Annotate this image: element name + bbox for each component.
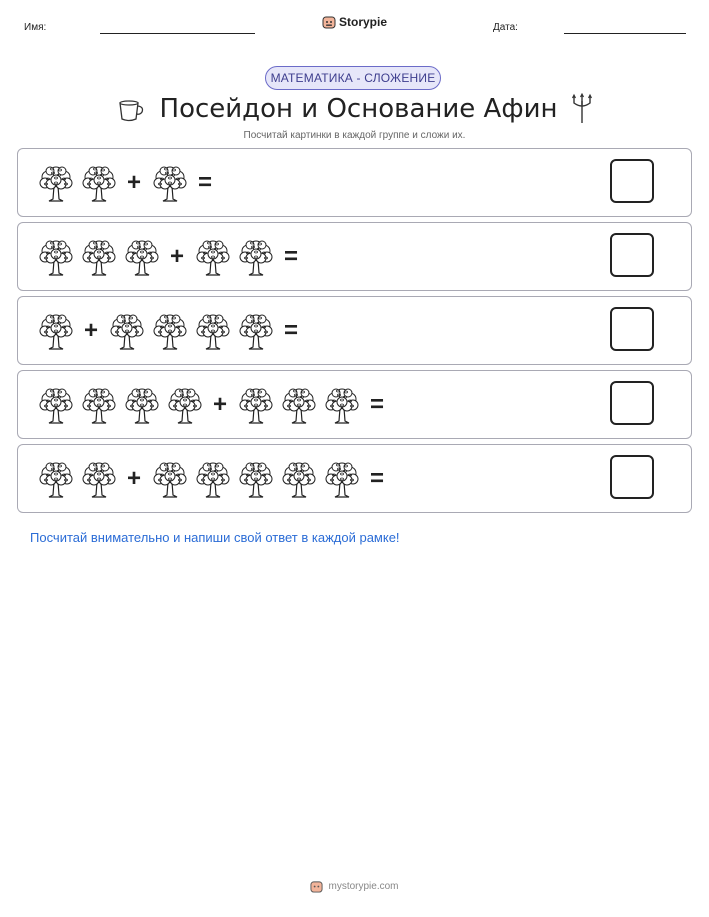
problem-row-2 bbox=[17, 222, 692, 291]
answer-box[interactable] bbox=[610, 455, 654, 499]
answer-box[interactable] bbox=[610, 307, 654, 351]
olive-tree-icon bbox=[38, 238, 74, 276]
olive-tree-icon bbox=[238, 312, 274, 350]
problem-expression bbox=[38, 149, 223, 216]
brand-logo bbox=[322, 15, 387, 29]
olive-tree-icon bbox=[81, 460, 117, 498]
equals-sign: = bbox=[369, 464, 384, 492]
problem-row-5 bbox=[17, 444, 692, 513]
problem-expression bbox=[38, 223, 309, 290]
plus-sign: + bbox=[169, 242, 184, 270]
cup-icon bbox=[116, 95, 146, 123]
olive-tree-icon bbox=[38, 164, 74, 202]
olive-tree-icon bbox=[152, 164, 188, 202]
olive-tree-icon bbox=[81, 386, 117, 424]
olive-tree-icon bbox=[195, 312, 231, 350]
olive-tree-icon bbox=[38, 460, 74, 498]
answer-box[interactable] bbox=[610, 381, 654, 425]
equals-sign: = bbox=[283, 242, 298, 270]
instruction-text: Посчитай внимательно и напиши свой ответ в каждой рамке! bbox=[30, 530, 400, 545]
olive-tree-icon bbox=[167, 386, 203, 424]
equals-sign: = bbox=[197, 168, 212, 196]
title-row bbox=[0, 92, 709, 126]
page-title: Посейдон и Основание Афин bbox=[159, 94, 558, 124]
site-url: mystorypie.com bbox=[328, 881, 399, 892]
name-label: Имя: bbox=[24, 22, 47, 33]
storypie-mascot-icon bbox=[322, 15, 336, 29]
olive-tree-icon bbox=[195, 238, 231, 276]
olive-tree-icon bbox=[281, 386, 317, 424]
olive-tree-icon bbox=[238, 238, 274, 276]
problem-row-1 bbox=[17, 148, 692, 217]
problem-expression bbox=[38, 371, 395, 438]
category-badge: МАТЕМАТИКА - СЛОЖЕНИЕ bbox=[265, 66, 441, 90]
brand-name: Storypie bbox=[339, 15, 388, 29]
olive-tree-icon bbox=[238, 460, 274, 498]
olive-tree-icon bbox=[81, 164, 117, 202]
plus-sign: + bbox=[126, 464, 141, 492]
olive-tree-icon bbox=[124, 386, 160, 424]
name-field-line[interactable] bbox=[100, 33, 255, 34]
olive-tree-icon bbox=[195, 460, 231, 498]
footer-site bbox=[0, 880, 709, 893]
olive-tree-icon bbox=[38, 386, 74, 424]
olive-tree-icon bbox=[152, 460, 188, 498]
date-field-line[interactable] bbox=[564, 33, 686, 34]
storypie-mascot-icon bbox=[310, 880, 323, 893]
problem-row-4 bbox=[17, 370, 692, 439]
trident-icon bbox=[571, 93, 593, 125]
problem-row-3 bbox=[17, 296, 692, 365]
olive-tree-icon bbox=[38, 312, 74, 350]
problem-expression bbox=[38, 297, 309, 364]
answer-box[interactable] bbox=[610, 159, 654, 203]
equals-sign: = bbox=[283, 316, 298, 344]
olive-tree-icon bbox=[152, 312, 188, 350]
subtitle: Посчитай картинки в каждой группе и сложи их. bbox=[243, 130, 466, 141]
olive-tree-icon bbox=[124, 238, 160, 276]
olive-tree-icon bbox=[81, 238, 117, 276]
equals-sign: = bbox=[369, 390, 384, 418]
problem-expression bbox=[38, 445, 395, 512]
olive-tree-icon bbox=[281, 460, 317, 498]
olive-tree-icon bbox=[324, 386, 360, 424]
olive-tree-icon bbox=[238, 386, 274, 424]
answer-box[interactable] bbox=[610, 233, 654, 277]
plus-sign: + bbox=[212, 390, 227, 418]
date-label: Дата: bbox=[493, 22, 518, 33]
plus-sign: + bbox=[83, 316, 98, 344]
plus-sign: + bbox=[126, 168, 141, 196]
olive-tree-icon bbox=[109, 312, 145, 350]
olive-tree-icon bbox=[324, 460, 360, 498]
